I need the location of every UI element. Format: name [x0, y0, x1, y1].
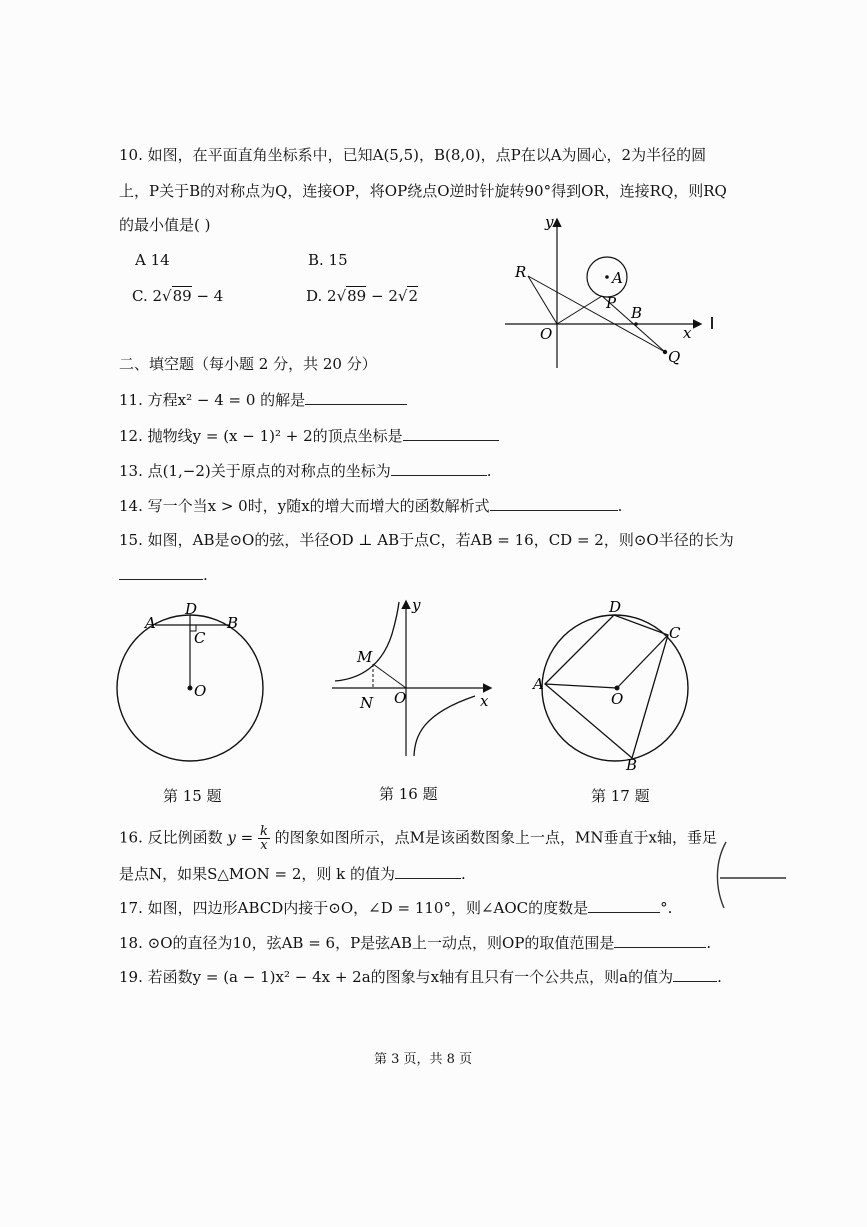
point-a: [605, 275, 609, 279]
q19: 19. 若函数y = (a − 1)x² − 4x + 2a的图象与x轴有且只有一个公共点，则a的值为 .: [119, 968, 722, 986]
q17-answer-blank[interactable]: [588, 898, 660, 913]
scan-edge-artifact: [708, 840, 793, 910]
label-y: y: [545, 213, 554, 231]
q10-line3: 的最小值是( ): [119, 216, 211, 234]
label-m: M: [357, 648, 373, 666]
label-p: P: [606, 294, 617, 312]
label-o: O: [394, 689, 407, 707]
q10-line1: 10. 如图，在平面直角坐标系中，已知A(5,5)，B(8,0)，点P在以A为圆心，2为半径的圆: [119, 146, 707, 164]
q10-option-b: B. 15: [308, 251, 348, 269]
q10-figure: [500, 210, 715, 375]
q15: 15. 如图，AB是⊙O的弦，半径OD ⊥ AB于点C，若AB = 16，CD = 2，则⊙O半径的长为: [119, 531, 734, 549]
label-c: C: [669, 624, 681, 642]
q12: 12. 抛物线y = (x − 1)² + 2的顶点坐标是: [119, 426, 499, 445]
section-title: 二、填空题（每小题 2 分，共 20 分）: [119, 355, 377, 373]
segment-mo: [373, 664, 406, 688]
label-n: N: [360, 694, 374, 712]
q15-answer: .: [119, 565, 208, 584]
label-x: x: [683, 324, 692, 342]
label-o: O: [540, 325, 553, 343]
label-o: O: [194, 682, 207, 700]
label-a: A: [533, 675, 544, 693]
label-c: C: [194, 629, 206, 647]
label-b: B: [227, 614, 239, 632]
label-b: B: [626, 756, 638, 773]
q18-answer-blank[interactable]: [614, 933, 706, 948]
q18: 18. ⊙O的直径为10，弦AB = 6，P是弦AB上一动点，则OP的取值范围是 .: [119, 934, 712, 952]
q13-answer-blank[interactable]: [391, 461, 487, 476]
segment-ao: [545, 684, 617, 688]
q14-answer-blank[interactable]: [490, 496, 618, 511]
q10-option-a: A 14: [135, 251, 170, 269]
caption-16: 第 16 题: [379, 785, 438, 803]
label-y: y: [412, 596, 421, 614]
point-o: [188, 686, 193, 691]
q10-option-d: D. 2√89 − 2√2: [306, 287, 418, 305]
q12-answer-blank[interactable]: [403, 426, 499, 441]
label-x: x: [480, 692, 489, 710]
q11-answer-blank[interactable]: [305, 390, 407, 405]
q16-line1: 16. 反比例函数 y = $\frac{k}{x}$ 的图象如图所示，点M是该函数图象上一点，MN垂直于x轴，垂足: [119, 824, 717, 853]
q11: 11. 方程x² − 4 = 0 的解是: [119, 390, 407, 409]
scan-mark: [711, 317, 713, 329]
label-r: R: [515, 263, 527, 281]
q14: 14. 写一个当x > 0时，y随x的增大而增大的函数解析式 .: [119, 497, 623, 515]
label-d: D: [609, 598, 622, 616]
caption-17: 第 17 题: [591, 787, 650, 805]
label-q: Q: [668, 348, 681, 366]
figure-16: [330, 596, 500, 761]
segment-op: [557, 296, 602, 324]
label-a: A: [145, 614, 156, 632]
label-d: D: [185, 600, 198, 618]
q16-line2: 是点N，如果S△MON = 2，则 k 的值为 .: [119, 865, 466, 883]
page-footer: 第 3 页，共 8 页: [374, 1052, 473, 1067]
figure-17: [528, 598, 698, 773]
figure-15: [110, 598, 275, 768]
q10-option-c: C. 2√89 − 4: [132, 287, 224, 305]
point-q: [663, 350, 667, 354]
q16-fraction: $\frac{k}{x}$: [260, 824, 268, 853]
curve-branch-4: [414, 696, 475, 756]
q13: 13. 点(1,−2)关于原点的对称点的坐标为 .: [119, 462, 492, 480]
q17: 17. 如图，四边形ABCD内接于⊙O，∠D = 110°，则∠AOC的度数是 °.: [119, 899, 673, 917]
q16-answer-blank[interactable]: [395, 864, 461, 879]
label-b: B: [631, 304, 643, 322]
point-b: [634, 322, 638, 326]
label-o: O: [611, 690, 624, 708]
q19-answer-blank[interactable]: [673, 967, 717, 982]
caption-15: 第 15 题: [163, 787, 222, 805]
q10-line2: 上，P关于B的对称点为Q，连接OP，将OP绕点O逆时针旋转90°得到OR，连接RQ，则RQ: [119, 182, 727, 200]
segment-or: [528, 276, 557, 324]
curve-branch-2: [335, 602, 399, 681]
label-a: A: [612, 269, 623, 287]
q15-answer-blank[interactable]: [119, 565, 203, 580]
